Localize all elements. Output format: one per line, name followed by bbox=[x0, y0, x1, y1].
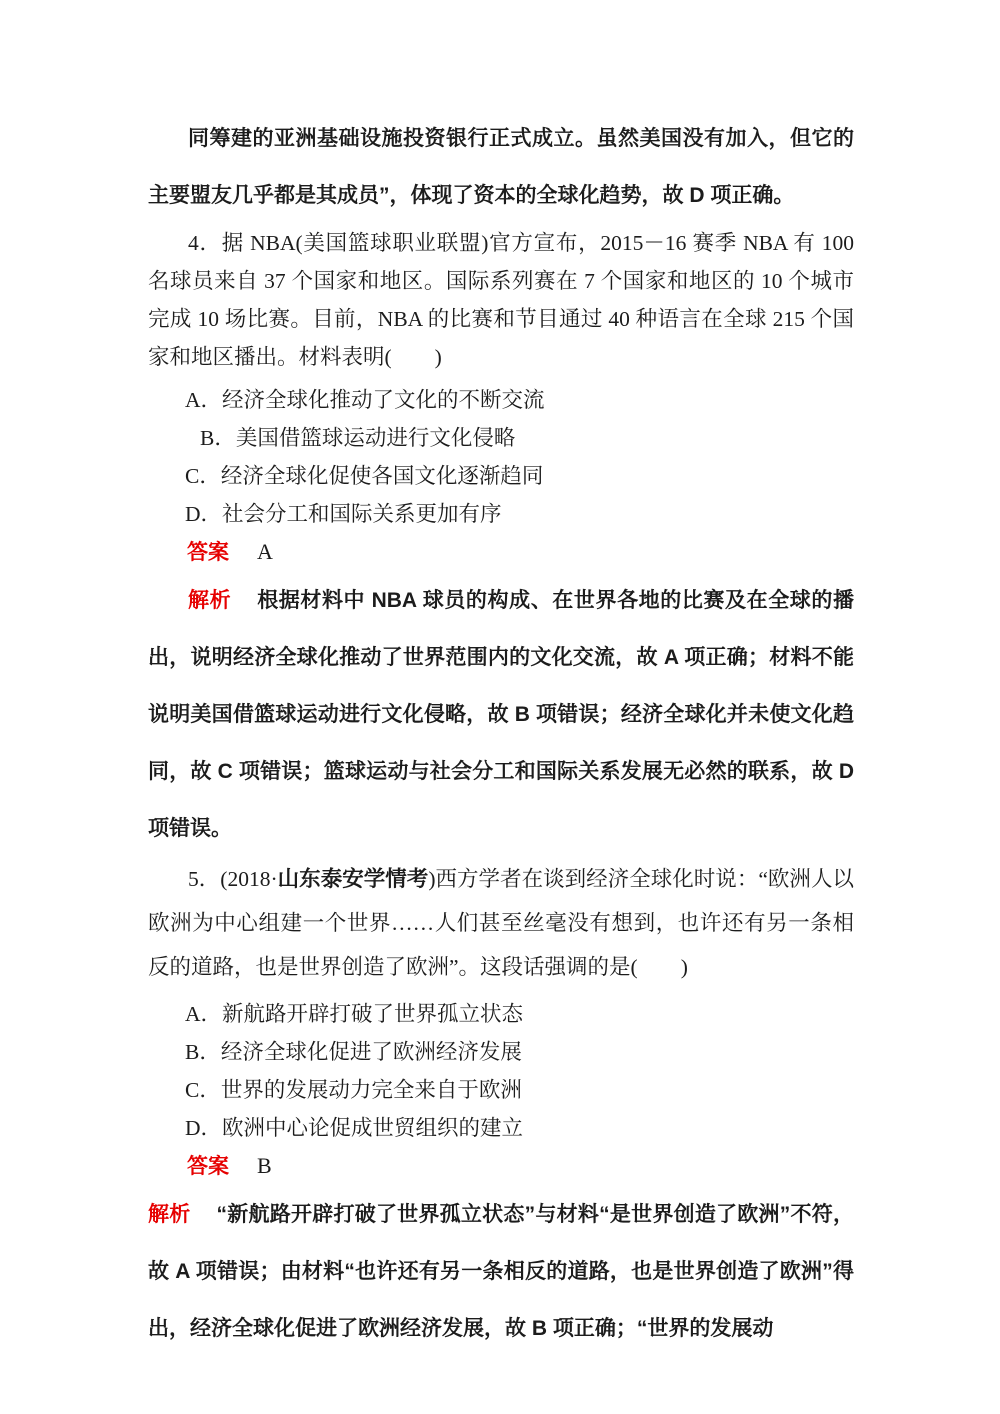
answer-label: 答案 bbox=[187, 541, 229, 564]
question-5-option-b: B．经济全球化促进了欧洲经济发展 bbox=[185, 1040, 522, 1064]
question-5-option-d: D．欧洲中心论促成世贸组织的建立 bbox=[185, 1116, 524, 1140]
question-4-stem: 4．据 NBA(美国篮球职业联盟)官方宣布，2015－16 赛季 NBA 有 100 名球员来自 37 个国家和地区。国际系列赛在 7 个国家和地区的 10 个城市完成 10 场比赛。目前，NBA 的比赛和节目通过 40 种语言在全球 215 个国家和地区播出。材料表明( ) bbox=[148, 231, 854, 369]
question-5-options bbox=[148, 995, 854, 1147]
question-4-answer-line bbox=[148, 533, 854, 572]
question-5-source: 山东泰安学情考 bbox=[277, 867, 429, 891]
question-4-option-c: C．经济全球化促使各国文化逐渐趋同 bbox=[185, 464, 544, 488]
answer-label: 答案 bbox=[187, 1155, 229, 1178]
question-4-analysis bbox=[148, 572, 854, 857]
question-5-stem-text: )西方学者在谈到经济全球化时说：“欧洲人以欧洲为中心组建一个世界……人们甚至丝毫没有想到，也许还有另一条相反的道路，也是世界创造了欧洲”。这段话强调的是( ) bbox=[148, 867, 854, 979]
analysis-label: 解析 bbox=[188, 589, 232, 612]
question-4-option-b: B．美国借篮球运动进行文化侵略 bbox=[200, 426, 516, 450]
question-4-options bbox=[148, 381, 854, 533]
question-4-option-d: D．社会分工和国际关系更加有序 bbox=[185, 502, 502, 526]
question-5-stem bbox=[148, 857, 854, 989]
question-5-number-prefix: 5．(2018· bbox=[188, 867, 278, 891]
question-5-option-a: A．新航路开辟打破了世界孤立状态 bbox=[185, 1002, 524, 1026]
question-5-analysis bbox=[148, 1186, 854, 1357]
question-5-option-c: C．世界的发展动力完全来自于欧洲 bbox=[185, 1078, 522, 1102]
analysis-text: “新航路开辟打破了世界孤立状态”与材料“是世界创造了欧洲”不符，故 A 项错误；由材料“也许还有另一条相反的道路，也是世界创造了欧洲”得出，经济全球化促进了欧洲经济发展，故 B 项正确；“世界的发展动 bbox=[148, 1203, 855, 1340]
question-4-option-a: A．经济全球化推动了文化的不断交流 bbox=[185, 388, 545, 412]
question-5-answer-line bbox=[148, 1147, 854, 1186]
analysis-text: 根据材料中 NBA 球员的构成、在世界各地的比赛及在全球的播出，说明经济全球化推动了世界范围内的文化交流，故 A 项正确；材料不能说明美国借篮球运动进行文化侵略，故 B 项错误；经济全球化并未使文化趋同，故 C 项错误；篮球运动与社会分工和国际关系发展无必然的联系，故 D 项错误。 bbox=[148, 589, 854, 840]
analysis-label: 解析 bbox=[148, 1203, 191, 1226]
previous-analysis-tail-paragraph: 同筹建的亚洲基础设施投资银行正式成立。虽然美国没有加入，但它的主要盟友几乎都是其成员”，体现了资本的全球化趋势，故 D 项正确。 bbox=[148, 127, 854, 207]
answer-value: B bbox=[257, 1153, 272, 1178]
answer-value: A bbox=[257, 539, 273, 564]
